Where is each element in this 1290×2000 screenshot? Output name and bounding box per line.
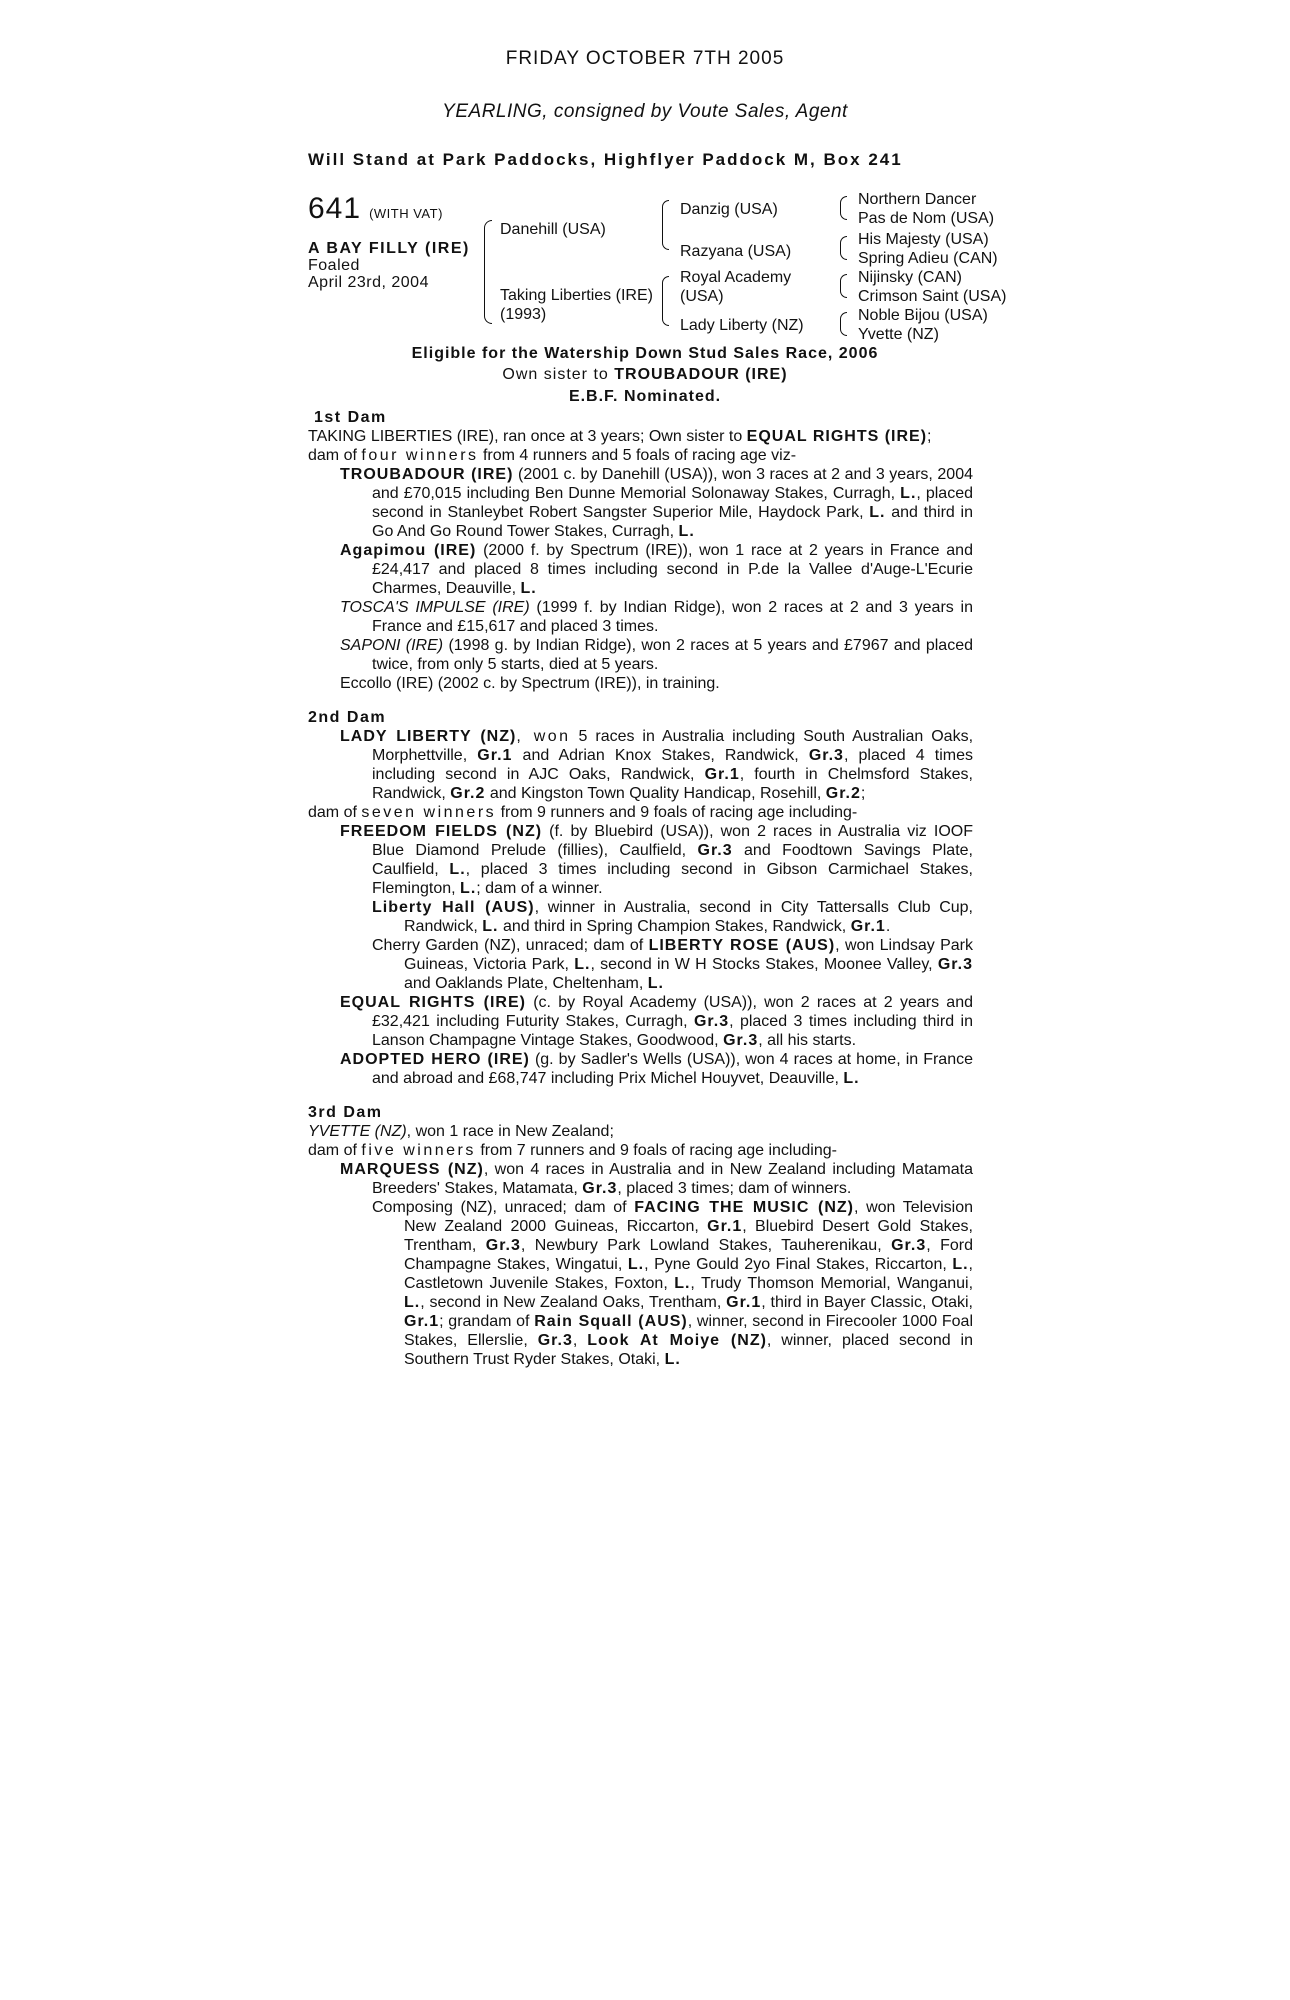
- intro-text: , placed 4 times including second in AJC Oaks, Randwick,: [372, 747, 974, 783]
- grandproduce-liberty-hall: [308, 898, 973, 936]
- third-dam-section: [308, 1103, 973, 1369]
- produce-name: EQUAL RIGHTS (IRE): [340, 994, 526, 1011]
- grandproduce-composing: [308, 1198, 973, 1369]
- produce-text: , won Lindsay Park Guineas, Victoria Park,: [404, 937, 974, 973]
- dam-of-label: dam of: [308, 1142, 357, 1159]
- pedigree-dss: Nijinsky (CAN): [858, 269, 962, 286]
- produce-name: TOSCA'S IMPULSE (IRE): [340, 599, 530, 616]
- winners-count: four winners: [361, 447, 479, 464]
- produce-name: SAPONI (IRE): [340, 637, 444, 654]
- produce-name: Liberty Hall (AUS): [372, 899, 535, 916]
- group-mark: Gr.1: [704, 766, 740, 783]
- pedigree-sss: Northern Dancer: [858, 191, 977, 208]
- produce-name: Rain Squall (AUS): [534, 1313, 688, 1330]
- group-mark: Gr.3: [891, 1237, 927, 1254]
- intro-text: , fourth in Chelmsford Stakes, Randwick,: [372, 766, 973, 802]
- horse-name: A BAY FILLY (IRE): [308, 240, 470, 257]
- listed-mark: L.: [482, 918, 499, 935]
- second-dam-heading: 2nd Dam: [308, 709, 387, 726]
- pedigree-dam-sire-name: Royal Academy: [680, 269, 792, 286]
- pedigree-dam-sire-country: (USA): [680, 288, 724, 305]
- pedigree-sire-sire: Danzig (USA): [680, 201, 778, 218]
- foaled-date: April 23rd, 2004: [308, 274, 429, 291]
- intro-text: 5 races in Australia including South Australian Oaks, Morphettville,: [372, 728, 974, 764]
- intro-text: and Kingston Town Quality Handicap, Rosehill,: [489, 785, 822, 802]
- listed-mark: L.: [869, 504, 886, 521]
- pedigree-brace-3d: [840, 312, 847, 336]
- listed-mark: L.: [678, 523, 695, 540]
- pedigree-sire-dam: Razyana (USA): [680, 243, 792, 260]
- eligible-note: [0, 345, 1290, 363]
- produce-name: Agapimou (IRE): [340, 542, 477, 559]
- produce-entry-toscas-impulse: [308, 598, 973, 636]
- group-mark: Gr.3: [485, 1237, 521, 1254]
- group-mark: Gr.3: [808, 747, 844, 764]
- produce-text: Composing (NZ), unraced; dam of: [372, 1199, 627, 1216]
- produce-text: , winner, placed second in Southern Trust Ryder Stakes, Otaki,: [404, 1332, 974, 1368]
- intro-text: ;: [860, 785, 866, 802]
- produce-text: ,: [572, 1332, 578, 1349]
- produce-text: (2001 c. by Danehill (USA)), won 3 races at 2 and 3 years, 2004 and £70,015 including Ben Dunne Memorial Solonaway Stakes, Curragh,: [372, 466, 973, 502]
- pedigree-dam-dam: Lady Liberty (NZ): [680, 317, 804, 334]
- produce-text: , Pyne Gould 2yo Final Stakes, Riccarton,: [644, 1256, 947, 1273]
- pedigree-ddd: Yvette (NZ): [858, 326, 939, 343]
- pedigree-dam-sire: [680, 268, 791, 306]
- produce-entry-saponi: [308, 636, 973, 674]
- pedigree-brace-3c: [840, 274, 847, 298]
- stand-location: Will Stand at Park Paddocks, Highflyer Paddock M, Box 241: [308, 150, 903, 169]
- produce-text: , winner in Australia, second in City Tattersalls Club Cup, Randwick,: [404, 899, 973, 935]
- first-dam-section: [308, 408, 973, 693]
- first-dam-heading: 1st Dam: [314, 409, 387, 426]
- produce-text: , won 4 races in Australia and in New Zealand including Matamata Breeders' Stakes, Matamata,: [372, 1161, 973, 1197]
- pedigree-brace-3b: [840, 236, 847, 260]
- group-mark: Gr.3: [723, 1032, 759, 1049]
- group-mark: Gr.1: [477, 747, 513, 764]
- pedigree-sds: His Majesty (USA): [858, 231, 989, 248]
- produce-name: MARQUESS (NZ): [340, 1161, 484, 1178]
- produce-text: , all his starts.: [758, 1032, 857, 1049]
- listed-mark: L.: [952, 1256, 969, 1273]
- pedigree-dam: [500, 286, 653, 324]
- produce-text: , Bluebird Desert Gold Stakes, Trentham,: [404, 1218, 973, 1254]
- first-dam-sister-name: EQUAL RIGHTS (IRE): [746, 428, 928, 445]
- listed-mark: L.: [674, 1275, 691, 1292]
- produce-text: and Oaklands Plate, Cheltenham,: [404, 975, 644, 992]
- third-dam-name: YVETTE (NZ): [308, 1123, 407, 1140]
- pedigree-ssd: Pas de Nom (USA): [858, 210, 995, 227]
- listed-mark: L.: [900, 485, 917, 502]
- won-label: , won: [516, 728, 571, 745]
- listed-mark: L.: [404, 1294, 421, 1311]
- vat-note: (WITH VAT): [369, 206, 443, 221]
- group-mark: Gr.1: [850, 918, 886, 935]
- group-mark: Gr.3: [697, 842, 733, 859]
- consignment-line: YEARLING, consigned by Voute Sales, Agent: [442, 101, 848, 122]
- produce-name: LIBERTY ROSE (AUS): [648, 937, 836, 954]
- produce-name: FREEDOM FIELDS (NZ): [340, 823, 543, 840]
- pedigree-dsd: Crimson Saint (USA): [858, 288, 1007, 305]
- pedigree-brace-3a: [840, 196, 847, 220]
- produce-text: , second in W H Stocks Stakes, Moonee Valley,: [590, 956, 933, 973]
- produce-text: , winner, second in Firecooler 1000 Foal Stakes, Ellerslie,: [404, 1313, 974, 1349]
- produce-text: , third in Bayer Classic, Otaki,: [761, 1294, 973, 1311]
- first-dam-produce-summary: [308, 446, 973, 465]
- winners-count: seven winners: [361, 804, 497, 821]
- sister-name: TROUBADOUR (IRE): [614, 366, 788, 383]
- first-dam-intro-text: TAKING LIBERTIES (IRE), ran once at 3 years; Own sister to: [308, 428, 743, 445]
- group-mark: Gr.2: [825, 785, 861, 802]
- sister-prefix: Own sister to: [502, 366, 609, 383]
- runners-text: from 7 runners and 9 foals of racing age including-: [480, 1142, 837, 1159]
- pedigree-dam-name: Taking Liberties (IRE): [500, 287, 653, 304]
- third-dam-intro: [308, 1122, 973, 1141]
- pedigree-brace-sire: [662, 200, 669, 250]
- produce-text: , Trudy Thomson Memorial, Wanganui,: [690, 1275, 974, 1292]
- produce-name: ADOPTED HERO (IRE): [340, 1051, 530, 1068]
- runners-text: from 9 runners and 9 foals of racing age including-: [500, 804, 858, 821]
- sister-note: [0, 366, 1290, 384]
- group-mark: Gr.1: [726, 1294, 762, 1311]
- listed-mark: L.: [664, 1351, 681, 1368]
- third-dam-produce-summary: [308, 1141, 973, 1160]
- produce-text: , won Television New Zealand 2000 Guineas, Riccarton,: [404, 1199, 974, 1235]
- produce-text: , second in New Zealand Oaks, Trentham,: [420, 1294, 722, 1311]
- group-mark: Gr.3: [693, 1013, 730, 1030]
- produce-text: ; grandam of: [439, 1313, 530, 1330]
- produce-entry-freedom-fields: [308, 822, 973, 898]
- foaled-label: Foaled: [308, 257, 360, 274]
- group-mark: Gr.3: [582, 1180, 618, 1197]
- second-dam-section: [308, 708, 973, 1088]
- produce-text: (1999 f. by Indian Ridge), won 2 races at 2 and 3 years in France and £15,617 and placed 3 times.: [372, 599, 973, 635]
- dam-of-label: dam of: [308, 804, 357, 821]
- produce-name: TROUBADOUR (IRE): [340, 466, 514, 483]
- produce-text: ; dam of a winner.: [476, 880, 603, 897]
- produce-entry-troubadour: [308, 465, 973, 541]
- pedigree-brace-dam: [662, 276, 669, 326]
- eligible-text: Eligible for the Watership Down Stud Sales Race, 2006: [411, 345, 879, 362]
- pedigree-dds: Noble Bijou (USA): [858, 307, 988, 324]
- produce-entry-agapimou: [308, 541, 973, 598]
- produce-text: .: [885, 918, 891, 935]
- grandproduce-cherry-garden: [308, 936, 973, 993]
- produce-text: Cherry Garden (NZ), unraced; dam of: [372, 937, 644, 954]
- horse-details: [308, 240, 470, 291]
- pedigree-brace-1: [484, 220, 492, 324]
- produce-text: , placed 3 times including third in Lanson Champagne Vintage Stakes, Goodwood,: [372, 1013, 973, 1049]
- ebf-note: E.B.F. Nominated.: [568, 388, 722, 405]
- listed-mark: L.: [574, 956, 591, 973]
- lot-number: 641: [308, 192, 362, 225]
- sale-date: FRIDAY OCTOBER 7TH 2005: [505, 48, 785, 69]
- group-mark: Gr.3: [537, 1332, 573, 1349]
- pedigree-sire: Danehill (USA): [500, 221, 606, 238]
- produce-text: and third in Spring Champion Stakes, Randwick,: [502, 918, 847, 935]
- listed-mark: L.: [647, 975, 664, 992]
- listed-mark: L.: [520, 580, 537, 597]
- produce-entry-marquess: [308, 1160, 973, 1198]
- intro-text: , won 1 race in New Zealand;: [406, 1123, 614, 1140]
- produce-text: (1998 g. by Indian Ridge), won 2 races at 5 years and £7967 and placed twice, from only 5 starts, died at 5 years.: [372, 637, 974, 673]
- produce-entry-equal-rights: [308, 993, 973, 1050]
- first-dam-intro: [308, 427, 973, 446]
- group-mark: Gr.3: [937, 956, 973, 973]
- produce-entry-eccollo: Eccollo (IRE) (2002 c. by Spectrum (IRE)), in training.: [340, 675, 720, 692]
- group-mark: Gr.1: [707, 1218, 743, 1235]
- listed-mark: L.: [449, 861, 466, 878]
- second-dam-name: LADY LIBERTY (NZ): [340, 728, 517, 745]
- group-mark: Gr.2: [450, 785, 486, 802]
- produce-text: (2000 f. by Spectrum (IRE)), won 1 race at 2 years in France and £24,417 and placed 8 times including second in P.de la Vallee d'Auge-L'Ecurie Charmes, Deauville,: [372, 542, 973, 597]
- produce-text: , Newbury Park Lowland Stakes, Tauherenikau,: [520, 1237, 882, 1254]
- produce-name: Look At Moiye (NZ): [587, 1332, 767, 1349]
- listed-mark: L.: [460, 880, 477, 897]
- produce-text: and third in Go And Go Round Tower Stakes, Curragh,: [372, 504, 973, 540]
- produce-entry-adopted-hero: [308, 1050, 973, 1088]
- third-dam-heading: 3rd Dam: [308, 1104, 383, 1121]
- produce-text: (c. by Royal Academy (USA)), won 2 races at 2 years and £32,421 including Futurity Stakes, Curragh,: [372, 994, 974, 1030]
- produce-name: FACING THE MUSIC (NZ): [634, 1199, 855, 1216]
- runners-text: from 4 runners and 5 foals of racing age viz-: [482, 447, 797, 464]
- produce-text: , placed 3 times including second in Gibson Carmichael Stakes, Flemington,: [372, 861, 973, 897]
- winners-count: five winners: [361, 1142, 476, 1159]
- group-mark: Gr.1: [404, 1313, 440, 1330]
- listed-mark: L.: [843, 1070, 860, 1087]
- produce-text: , placed 3 times; dam of winners.: [617, 1180, 852, 1197]
- dam-of-label: dam of: [308, 447, 357, 464]
- first-dam-intro-end: ;: [927, 428, 932, 445]
- produce-text: , Ford Champagne Stakes, Wingatui,: [404, 1237, 973, 1273]
- pedigree-sdd: Spring Adieu (CAN): [858, 250, 998, 267]
- second-dam-intro: [308, 727, 973, 803]
- intro-text: and Adrian Knox Stakes, Randwick,: [522, 747, 799, 764]
- produce-text: and Foodtown Savings Plate, Caulfield,: [372, 842, 973, 878]
- listed-mark: L.: [627, 1256, 645, 1273]
- produce-text: (g. by Sadler's Wells (USA)), won 4 races at home, in France and abroad and £68,747 including Prix Michel Houyvet, Deauville,: [372, 1051, 974, 1087]
- produce-text: , placed second in Stanleybet Robert Sangster Superior Mile, Haydock Park,: [372, 485, 974, 521]
- second-dam-produce-summary: [308, 803, 973, 822]
- produce-text: (f. by Bluebird (USA)), won 2 races in Australia viz IOOF Blue Diamond Prelude (fillies), Caulfield,: [372, 823, 973, 859]
- pedigree-dam-year: (1993): [500, 306, 547, 323]
- produce-text: , Castletown Juvenile Stakes, Foxton,: [404, 1256, 973, 1292]
- lot-number-block: [308, 192, 443, 226]
